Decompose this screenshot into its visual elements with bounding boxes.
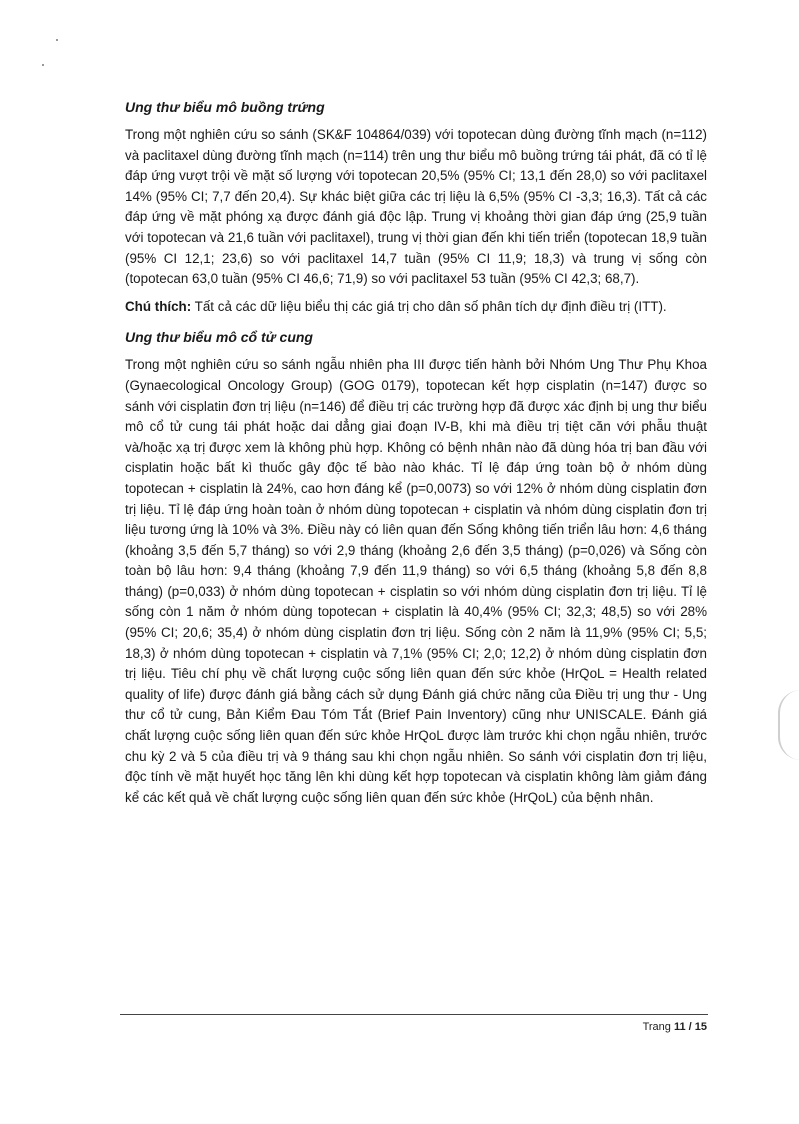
scan-speck: [56, 39, 58, 41]
scan-speck: [42, 64, 44, 66]
note: [125, 297, 707, 318]
note-text: Tất cả các dữ liệu biểu thị các giá trị cho dân số phân tích dự định điều trị (ITT).: [191, 298, 667, 314]
page-label: Trang: [642, 1021, 674, 1033]
section-heading-ovarian: Ung thư biểu mô buồng trứng: [125, 99, 325, 115]
section-paragraph-ovarian: Trong một nghiên cứu so sánh (SK&F 104864/039) với topotecan dùng đường tĩnh mạch (n=112) và paclitaxel dùng đường tĩnh mạch (n=114) trên ung thư biểu mô buồng trứng tái phát, đã có tỉ lệ đáp ứng vượt trội về mặt số lượng với topotecan 20,5% (95% CI; 13,1 đến 28,0) so với paclitaxel 14% (95% CI; 7,7 đến 20,4). Sự khác biệt giữa các trị liệu là 6,5% (95% CI -3,3; 16,3). Tất cả các đáp ứng về mặt phóng xạ được đánh giá độc lập. Trung vị khoảng thời gian đáp ứng (25,9 tuần với topotecan và 21,6 tuần với paclitaxel), trung vị thời gian đến khi tiến triển (topotecan 18,9 tuần (95% CI 12,1; 23,6) so với paclitaxel 14,7 tuần (95% CI 11,9; 18,3) và trung vị sống còn (topotecan 63,0 tuần (95% CI 46,6; 71,9) so với paclitaxel 53 tuần (95% CI 42,3; 68,7).: [125, 127, 707, 287]
section-paragraph-cervical: Trong một nghiên cứu so sánh ngẫu nhiên pha III được tiến hành bởi Nhóm Ung Thư Phụ Khoa (Gynaecological Oncology Group) (GOG 0179), topotecan kết hợp cisplatin (n=147) được so sánh với cisplatin đơn trị liệu (n=146) để điều trị các trường hợp đã được xác định bị ung thư biểu mô cổ tử cung tái phát hoặc dai dẳng giai đoạn IV-B, khi mà điều trị tiệt căn với phẫu thuật và/hoặc xạ trị được xem là không phù hợp. Không có bệnh nhân nào đã dùng hóa trị ban đầu với cisplatin hoặc bất kì thuốc gây độc tế bào nào khác. Tỉ lệ đáp ứng toàn bộ ở nhóm dùng topotecan + cisplatin là 24%, cao hơn đáng kể (p=0,0073) so với 12% ở nhóm dùng cisplatin đơn trị liệu. Tỉ lệ đáp ứng hoàn toàn ở nhóm dùng topotecan + cisplatin và nhóm dùng cisplatin đơn trị liệu tương ứng là 10% và 3%. Điều này có liên quan đến Sống không tiến triển lâu hơn: 4,6 tháng (khoảng 3,5 đến 5,7 tháng) so với 2,9 tháng (khoảng 2,6 đến 3,5 tháng) (p=0,026) và Sống còn toàn bộ lâu hơn: 9,4 tháng (khoảng 7,9 đến 11,9 tháng) so với 6,5 tháng (khoảng 5,8 đến 8,8 tháng) (p=0,033) ở nhóm dùng topotecan + cisplatin so với nhóm dùng cisplatin đơn trị liệu. Tỉ lệ sống còn 1 năm ở nhóm dùng topotecan + cisplatin là 40,4% (95% CI; 32,3; 48,5) so với 28% (95% CI; 20,6; 35,4) ở nhóm dùng cisplatin đơn trị liệu. Sống còn 2 năm là 11,9% (95% CI; 5,5; 18,3) ở nhóm dùng topotecan + cisplatin và 7,1% (95% CI; 2,0; 12,2) ở nhóm dùng cisplatin đơn trị liệu. Tiêu chí phụ về chất lượng cuộc sống liên quan đến sức khỏe (HrQoL = Health related quality of life) được đánh giá bằng cách sử dụng Đánh giá chức năng của Điều trị ung thư - Ung thư cổ tử cung, Bản Kiểm Đau Tóm Tắt (Brief Pain Inventory) cũng như UNISCALE. Đánh giá chất lượng cuộc sống liên quan đến sức khỏe HrQoL được làm trước khi chọn ngẫu nhiên, trước chu kỳ 2 và 5 của điều trị và 9 tháng sau khi chọn ngẫu nhiên. So sánh với cisplatin đơn trị liệu, độc tính về mặt huyết học tăng lên khi dùng kết hợp topotecan và cisplatin không làm giảm đáng kể các kết quả về chất lượng cuộc sống liên quan đến sức khỏe (HrQoL) của bệnh nhân.: [125, 357, 707, 805]
page-number: 11 / 15: [673, 1021, 707, 1033]
page-footer: [643, 1021, 707, 1033]
document-body: [125, 97, 707, 815]
stamp-mark: [778, 690, 799, 760]
section-heading-cervical: Ung thư biểu mô cổ tử cung: [125, 329, 313, 346]
note-label: Chú thích:: [125, 298, 192, 314]
footer-divider: [120, 1014, 708, 1015]
